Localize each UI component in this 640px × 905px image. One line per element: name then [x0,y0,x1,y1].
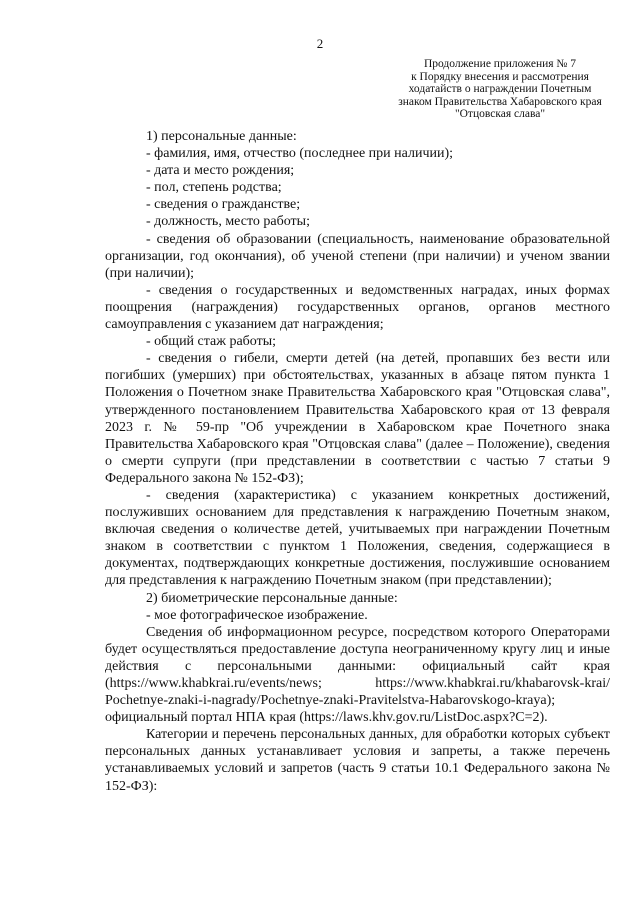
header-line: "Отцовская слава" [454,108,546,120]
list-item: - сведения (характеристика) с указанием конкретных достижений, послуживших основанием для представления к награждению Почетным знаком, включая сведения о количестве детей, учитываемых при награждении Почетным знаком в соответствии с пунктом 1 Положения, сведения, содержащиеся в документах, подтверждающих конкретные достижения, послужившие основанием для представления к награждению Почетным знаком (при представлении); [105,487,610,589]
list-item: - сведения об образовании (специальность, наименование образовательной организации, год окончания), об ученой степени (при наличии) и ученом звании (при наличии); [105,231,610,281]
header-line: ходатайств о награждении Почетным [408,83,592,95]
paragraph: 2) биометрические персональные данные: [146,590,398,606]
list-item: - мое фотографическое изображение. [146,607,368,623]
header-line: знаком Правительства Хабаровского края [398,95,602,108]
paragraph: 1) персональные данные: [146,129,297,144]
header-line: Продолжение приложения № 7 [423,58,577,70]
list-item: - пол, степень родства; [146,180,282,196]
list-item: - сведения о гибели, смерти детей (на детей, пропавших без вести или погибших (умерших) при обстоятельствах, указанных в абзаце пятом пункта 1 Положения о Почетном знаке Правительства Хабаровского края "Отцовская слава", утвержденного постановлением Правительства Хабаровского края от 13 февраля 2023 г. № 59-пр "Об учреждении в Хабаровском крае Почетного знака Правительства Хабаровского края "Отцовская слава" (далее – Положение), сведения о смерти супруги (при представлении в соответствии с частью 7 статьи 9 Федерального закона № 152-ФЗ); [105,351,610,486]
appendix-header [380,58,620,121]
list-item: - общий стаж работы; [146,334,277,350]
header-line: к Порядку внесения и рассмотрения [411,70,589,83]
list-item: - фамилия, имя, отчество (последнее при наличии); [146,146,454,162]
paragraph: Категории и перечень персональных данных, для обработки которых субъект персональных данных устанавливает условия и запреты, а также перечень устанавливаемых условий и запретов (часть 9 статьи 10.1 Федерального закона № 152-ФЗ): [105,727,610,794]
document-body [105,128,610,795]
list-item: - сведения о государственных и ведомственных наградах, иных формах поощрения (награждения) государственных органов, органов местного самоуправления с указанием дат награждения; [105,282,610,333]
list-item: - должность, место работы; [146,214,310,230]
list-item: - дата и место рождения; [146,163,295,179]
page-number: 2 [316,36,324,51]
paragraph: Сведения об информационном ресурсе, посредством которого Операторами будет осуществляться предоставление доступа неограниченному кругу лиц и иные действия с персональными данными: официальный сайт края (https://www.khabkrai.ru/events/news; https://www.khabkrai.ru/khabarovsk-krai/ Pochetnye-znaki-i-nagrady/Pochetnye-znaki-Pravitelstva-Habarovskogo-kraya); официальный портал НПА края (https://laws.khv.gov.ru/ListDoc.aspx?C=2). [105,624,610,726]
list-item: - сведения о гражданстве; [146,197,301,213]
